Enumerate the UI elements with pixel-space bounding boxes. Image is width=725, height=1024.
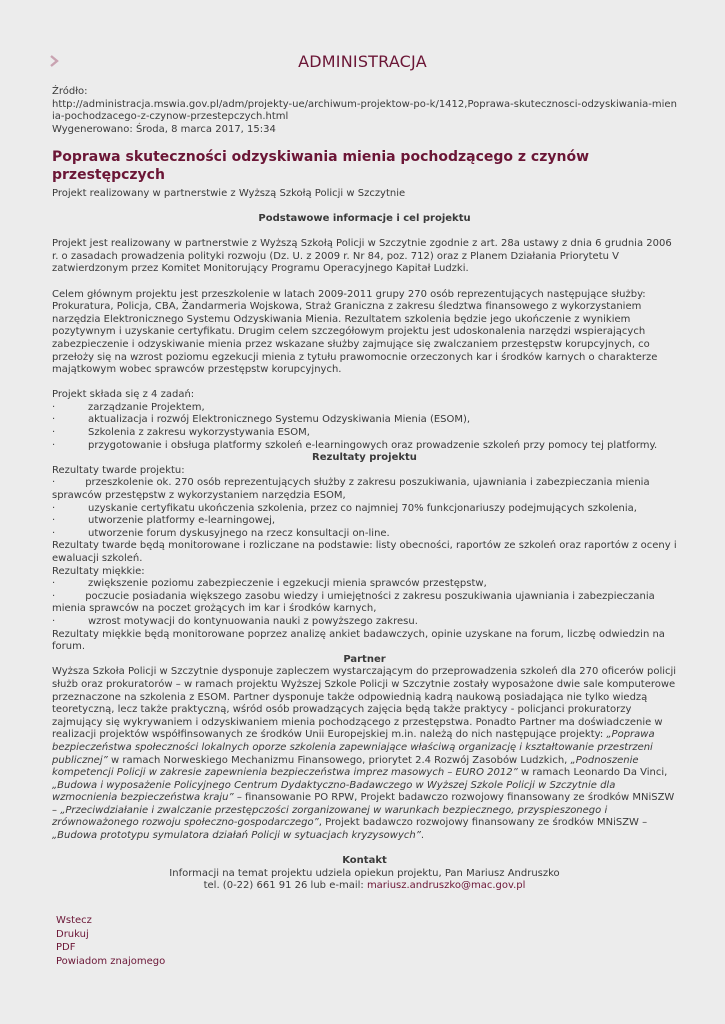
section-heading-partner: Partner: [343, 653, 386, 665]
source-info: [52, 86, 677, 136]
email-link[interactable]: mariusz.andruszko@mac.gov.pl: [366, 880, 526, 892]
list-item: · utworzenie platformy e-learningowej,: [52, 515, 276, 527]
pdf-link[interactable]: PDF: [56, 942, 76, 953]
document-body: [52, 86, 677, 893]
soft-results-list: [52, 578, 677, 628]
paragraph-intro: Projekt jest realizowany w partnerstwie z Wyższą Szkołą Policji w Szczytnie zgodnie z art. 28a ustawy z dnia 6 grudnia 2006 r. o zasadach prowadzenia polityki rozwoju (Dz. U. z 2009 r. Nr 84, poz. 712) oraz z Planem Działania Priorytetu V zatwierdzonym przez Komitet Monitorujący Programu Operacyjnego Kapitał Ludzki.: [52, 238, 672, 275]
section-heading-results: Rezultaty projektu: [312, 452, 417, 464]
tasks-intro: Projekt składa się z 4 zadań:: [52, 389, 195, 401]
list-item: · aktualizacja i rozwój Elektronicznego Systemu Odzyskiwania Mienia (ESOM),: [52, 414, 471, 426]
hard-results-intro: Rezultaty twarde projektu:: [52, 464, 185, 476]
source-url: http://administracja.mswia.gov.pl/adm/projekty-ue/archiwum-projektow-po-k/1412,Poprawa-skutecznosci-odzyskiwania-mienia-pochodzacego-z-czynow-przestepczych.html: [52, 98, 677, 123]
tasks-list: [52, 402, 677, 452]
list-item: · przeszkolenie ok. 270 osób reprezentujących służby z zakresu poszukiwania, ujawniania i zabezpieczania mienia sprawców przestępstw z wykorzystaniem narzędzia ESOM,: [52, 477, 650, 502]
print-link[interactable]: Drukuj: [56, 928, 89, 940]
subtitle: Projekt realizowany w partnerstwie z Wyższą Szkołą Policji w Szczytnie: [52, 188, 406, 200]
list-item: · zarządzanie Projektem,: [52, 401, 205, 413]
header: [0, 50, 725, 78]
contact-line: tel. (0-22) 661 91 26 lub e-mail: mariusz.andruszko@mac.gov.pl: [203, 880, 526, 892]
list-item: · poczucie posiadania większego zasobu wiedzy i umiejętności z zakresu poszukiwania ujawniania i zabezpieczania mienia sprawców na poczet grożących im kar i środków karnych,: [52, 590, 655, 615]
list-item: · uzyskanie certyfikatu ukończenia szkolenia, przez co najmniej 70% funkcjonariuszy podejmujących szkolenia,: [52, 502, 637, 514]
site-title: ADMINISTRACJA: [298, 52, 427, 71]
list-item: · utworzenie forum dyskusyjnego na rzecz konsultacji on-line.: [52, 527, 390, 539]
back-link[interactable]: Wstecz: [56, 915, 92, 926]
contact-heading: Kontakt: [342, 855, 387, 867]
hard-results-monitoring: Rezultaty twarde będą monitorowane i rozliczane na podstawie: listy obecności, raportów ze szkoleń oraz raportów z oceny i ewaluacji szkoleń.: [52, 540, 677, 564]
footer-links: [56, 914, 165, 968]
source-label: Źródło:: [52, 86, 88, 97]
generated-date: Wygenerowano: Środa, 8 marca 2017, 15:34: [52, 123, 276, 135]
hard-results-list: [52, 477, 677, 540]
partner-description: Wyższa Szkoła Policji w Szczytnie dysponuje zapleczem wystarczającym do przeprowadzenia szkoleń dla 270 oficerów policji służb oraz prokuratorów – w ramach projektu Wyższej Szkole Policji w Szczytnie zostały wyposażone dwie sale komputerowe przeznaczone na szkolenia z ESOM. Partner dysponuje także odpowiednią kadrą naukową posiadająca nie tylko wiedzą teoretyczną, lecz także praktyczną, wśród osób prowadzących zajęcia będą także praktycy - policjanci prokuratorzy zajmujący się wykrywaniem i odzyskiwaniem mienia pochodzącego z przestępstwa. Ponadto Partner ma doświadczenie w realizacji projektów współfinsowanych ze środków Unii Europejskiej m.in. należą do nich następujące projekty: „Poprawa bezpieczeństwa społeczności lokalnych oporze szkolenia zapewniające właściwą organizację i kształtowanie przestrzeni publicznej” w ramach Norweskiego Mechanizmu Finansowego, priorytet 2.4 Rozwój Zasobów Ludzkich, „Podnoszenie kompetencji Policji w zakresie zapewnienia bezpieczeństwa imprez masowych – EURO 2012” w ramach Leonardo Da Vinci, „Budowa i wyposażenie Policyjnego Centrum Dydaktyczno-Badawczego w Wyższej Szkole Policji w Szczytnie dla wzmocnienia bezpieczeństwa kraju” – finansowanie PO RPW, Projekt badawczo rozwojowy finansowany ze środków MNiSZW – „Przeciwdziałanie i zwalczanie przestępczości zorganizowanej w warunkach bezpiecznego, przyspieszonego i zrównoważonego rozwoju społeczno-gospodarczego”, Projekt badawczo rozwojowy finansowany ze środków MNiSZW – „Budowa prototypu symulatora działań Policji w sytuacjach kryzysowych”.: [52, 666, 677, 842]
notify-friend-link[interactable]: Powiadom znajomego: [56, 955, 166, 967]
list-item: · zwiększenie poziomu zabezpieczenie i egzekucji mienia sprawców przestępstw,: [52, 578, 487, 590]
contact-info: Informacji na temat projektu udziela opiekun projektu, Pan Mariusz Andruszko: [169, 867, 560, 879]
soft-results-intro: Rezultaty miękkie:: [52, 565, 145, 577]
section-heading-basic: Podstawowe informacje i cel projektu: [258, 212, 471, 224]
list-item: · przygotowanie i obsługa platformy szkoleń e-learningowych oraz prowadzenie szkoleń przy pomocy tej platformy.: [52, 439, 658, 451]
page-title: Poprawa skuteczności odzyskiwania mienia pochodzącego z czynów przestępczych: [52, 149, 589, 184]
list-item: · wzrost motywacji do kontynuowania nauki z powyższego zakresu.: [52, 615, 418, 627]
paragraph-goals: Celem głównym projektu jest przeszkolenie w latach 2009-2011 grupy 270 osób reprezentujących następujące służby: Prokuratura, Policja, CBA, Żandarmeria Wojskowa, Straż Graniczna z zakresu śledztwa finansowego z wykorzystaniem narzędzia Elektronicznego Systemu Odzyskiwania Mienia. Rezultatem szkolenia będzie jego ukończenie z wynikiem pozytywnym i uzyskanie certyfikatu. Drugim celem szczegółowym projektu jest udoskonalenia narzędzi wspierających zabezpieczenie i odzyskiwanie mienia przez wskazane służby zajmujące się zwalczaniem przestępstw korupcyjnych, co przełoży się na wzrost poziomu egzekucji mienia z tytułu prawomocnie orzeczonych kar i środków karnych o charakterze majątkowym wobec sprawców przestępstw korupcyjnych.: [52, 288, 658, 376]
soft-results-monitoring: Rezultaty miękkie będą monitorowane poprzez analizę ankiet badawczych, opinie uzyskane na forum, liczbę odwiedzin na forum.: [52, 628, 665, 653]
list-item: · Szkolenia z zakresu wykorzystywania ESOM,: [52, 427, 310, 439]
